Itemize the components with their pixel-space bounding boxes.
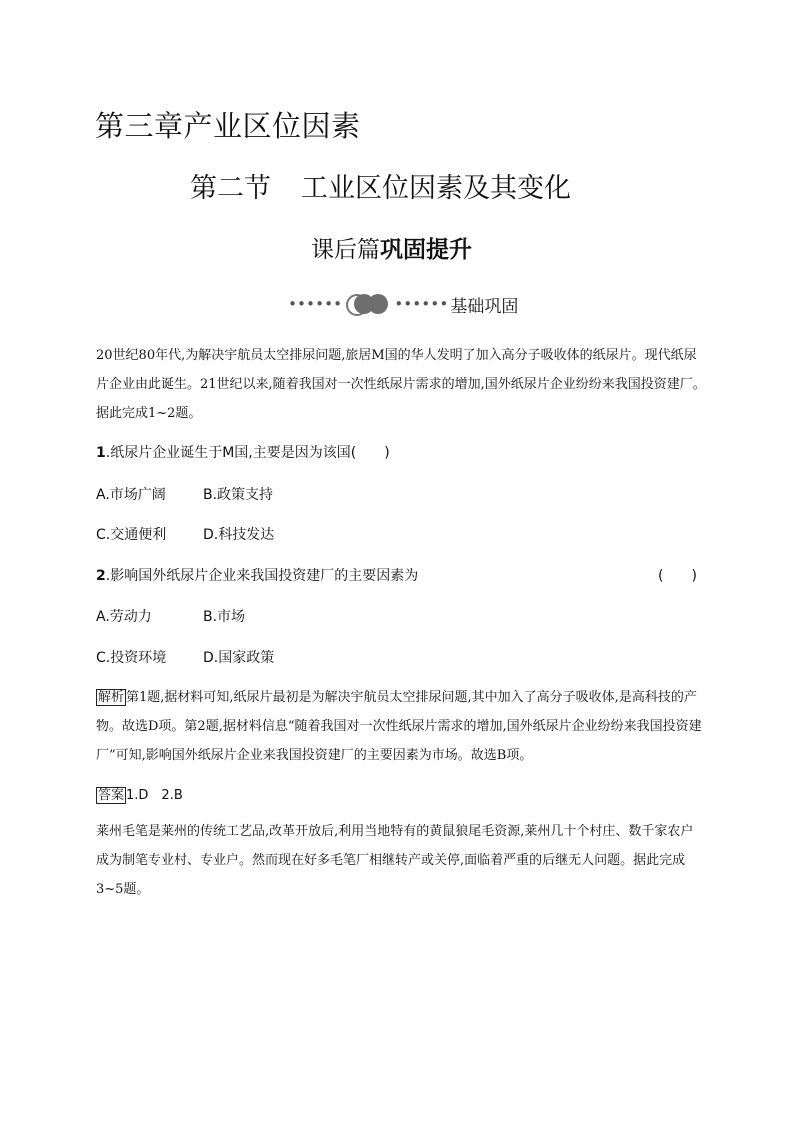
q2-option-b: B.市场 — [203, 609, 246, 625]
question-2 — [96, 565, 418, 585]
explanation-tag: 解析 — [98, 690, 125, 705]
answer-text: 1.D 2.B — [126, 788, 183, 803]
answer — [96, 784, 183, 803]
q2-option-a: A.劳动力 — [96, 609, 152, 625]
question-1-text: .纸尿片企业诞生于M国,主要是因为该国( ) — [105, 445, 390, 461]
subtitle-plain: 课后篇 — [311, 237, 380, 263]
q1-option-c: C.交通便利 — [96, 527, 167, 543]
passage-2: 莱州毛笔是莱州的传统工艺品,改革开放后,利用当地特有的黄鼠狼尾毛资源,莱州几十个村庄、数千家农户成为制笔专业村、专业户。然而现在好多毛笔厂相继转产或关停,面临着严重的后继无人问题。据此完成3~5题。 — [96, 824, 694, 897]
answer-tag: 答案 — [98, 788, 125, 803]
question-2-text: .影响国外纸尿片企业来我国投资建厂的主要因素为 — [105, 568, 419, 584]
q1-option-d: D.科技发达 — [203, 527, 275, 543]
basic-section-label: 基础巩固 — [450, 296, 519, 317]
subtitle-bold: 巩固提升 — [380, 237, 472, 263]
question-2-paren: ( ) — [658, 568, 697, 584]
section-title: 工业区位因素及其变化 — [301, 173, 571, 204]
subtitle — [311, 231, 472, 264]
chapter-title: 第三章产业区位因素 — [95, 109, 361, 143]
q2-option-c: C.投资环境 — [96, 650, 167, 666]
section-number: 第二节 — [190, 173, 271, 204]
dots-left-icon: •••••• — [288, 295, 343, 313]
section-heading — [190, 166, 571, 205]
question-1 — [96, 442, 390, 462]
dots-right-icon: •••••• — [394, 295, 449, 313]
q1-option-a: A.市场广阔 — [96, 487, 166, 503]
q1-option-b: B.政策支持 — [203, 487, 274, 503]
explanation-text: 第1题,据材料可知,纸尿片最初是为解决宇航员太空排尿问题,其中加入了高分子吸收体,是高科技的产物。故选D项。第2题,据材料信息“随着我国对一次性纸尿片需求的增加,国外纸尿片企业纷纷来我国投资建厂”可知,影响国外纸尿片企业来我国投资建厂的主要因素为市场。故选B项。 — [96, 690, 702, 763]
passage-1: 20世纪80年代,为解决宇航员太空排尿问题,旅居M国的华人发明了加入高分子吸收体的纸尿片。现代纸尿片企业由此诞生。21世纪以来,随着我国对一次性纸尿片需求的增加,国外纸尿片企业纷纷来我国投资建厂。据此完成1~2题。 — [96, 348, 706, 421]
basic-section-header — [288, 290, 518, 318]
question-1-number: 1 — [96, 445, 106, 461]
question-2-number: 2 — [96, 568, 106, 584]
q2-option-d: D.国家政策 — [203, 650, 275, 666]
explanation — [96, 683, 706, 770]
circles-icon — [346, 292, 388, 316]
